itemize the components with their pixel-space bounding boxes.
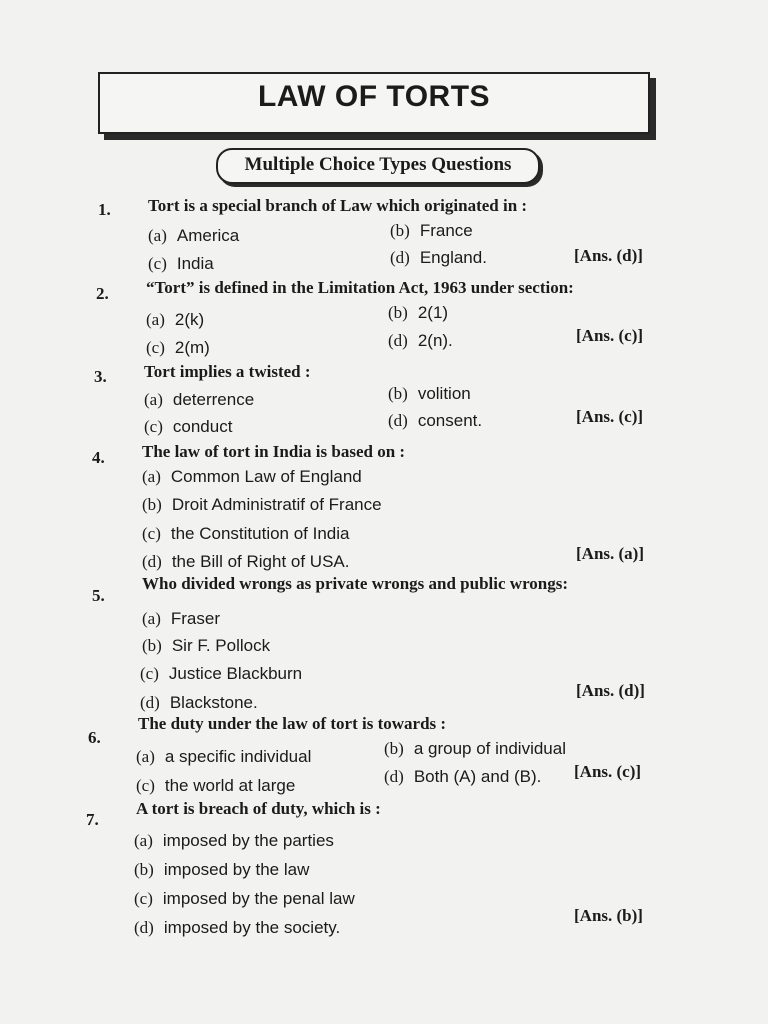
option-label: (c) [136, 776, 155, 795]
option-label: (c) [142, 524, 161, 543]
option-label: (d) [142, 552, 162, 571]
subtitle-box [216, 148, 540, 184]
option-label: (b) [388, 384, 408, 403]
question-number: 5. [92, 586, 105, 605]
option-label: (d) [388, 411, 408, 430]
option [142, 524, 350, 544]
option [146, 310, 204, 330]
answer-key: [Ans. (c)] [574, 762, 642, 781]
option-label: (b) [388, 303, 408, 322]
option-text: imposed by the parties [162, 831, 334, 850]
option-label: (c) [146, 338, 165, 357]
option [134, 889, 355, 909]
option-text: a specific individual [164, 747, 312, 766]
option-text: a group of individual [413, 739, 566, 758]
option-text: 2(1) [417, 303, 449, 322]
option [388, 384, 471, 404]
option-label: (c) [148, 254, 167, 273]
option [142, 636, 270, 656]
section-subtitle: Multiple Choice Types Questions [244, 154, 512, 175]
question-text: Tort is a special branch of Law which originated in : [148, 196, 528, 215]
answer-key: [Ans. (c)] [576, 326, 644, 345]
option [148, 254, 214, 274]
option [388, 411, 482, 431]
option-text: Common Law of England [170, 467, 362, 486]
question-number: 3. [94, 367, 107, 386]
option-label: (c) [144, 417, 163, 436]
option-label: (b) [384, 739, 404, 758]
option-label: (d) [384, 767, 404, 786]
option [384, 739, 566, 759]
option-text: Blackstone. [169, 693, 258, 712]
option [390, 221, 473, 241]
option-label: (a) [136, 747, 155, 766]
question-text: The duty under the law of tort is towards : [138, 714, 447, 733]
option [134, 831, 334, 851]
option [134, 918, 340, 938]
option-label: (a) [148, 226, 167, 245]
option-text: England. [419, 248, 487, 267]
option-label: (a) [144, 390, 163, 409]
option-label: (c) [134, 889, 153, 908]
option-text: the world at large [164, 776, 296, 795]
option-text: imposed by the society. [163, 918, 341, 937]
option [136, 747, 311, 767]
answer-key: [Ans. (a)] [576, 544, 644, 563]
option-text: India [176, 254, 214, 273]
question-number: 2. [96, 284, 109, 303]
question-text: A tort is breach of duty, which is : [136, 799, 381, 818]
option-text: Justice Blackburn [168, 664, 303, 683]
option-text: 2(k) [174, 310, 205, 329]
answer-key: [Ans. (d)] [574, 246, 643, 265]
question-text: The law of tort in India is based on : [142, 442, 406, 461]
option [144, 390, 254, 410]
answer-key: [Ans. (b)] [574, 906, 643, 925]
option-label: (b) [142, 636, 162, 655]
option [136, 776, 295, 796]
option [144, 417, 232, 437]
question-text: Who divided wrongs as private wrongs and public wrongs: [142, 574, 569, 593]
question-number: 7. [86, 810, 99, 829]
question-text: “Tort” is defined in the Limitation Act, 1963 under section: [146, 278, 574, 297]
option-text: France [419, 221, 473, 240]
option [146, 338, 210, 358]
option-label: (b) [134, 860, 154, 879]
option-text: volition [417, 384, 471, 403]
question-number: 4. [92, 448, 105, 467]
option-label: (b) [142, 495, 162, 514]
option [142, 609, 220, 629]
option [384, 767, 541, 787]
page-title: LAW OF TORTS [257, 80, 491, 113]
option-label: (d) [134, 918, 154, 937]
option-text: America [176, 226, 240, 245]
option-text: consent. [417, 411, 483, 430]
option-text: Droit Administratif of France [171, 495, 382, 514]
option-text: 2(m) [174, 338, 210, 357]
option-label: (a) [142, 467, 161, 486]
option-text: the Constitution of India [170, 524, 350, 543]
option [134, 860, 309, 880]
option-label: (a) [142, 609, 161, 628]
option-text: the Bill of Right of USA. [171, 552, 350, 571]
option [388, 331, 453, 351]
option-label: (d) [390, 248, 410, 267]
option-label: (d) [388, 331, 408, 350]
option-label: (d) [140, 693, 160, 712]
option [142, 467, 362, 487]
answer-key: [Ans. (d)] [576, 681, 645, 700]
option-text: imposed by the law [163, 860, 310, 879]
option [140, 664, 302, 684]
option-label: (a) [146, 310, 165, 329]
question-number: 1. [98, 200, 111, 219]
option [148, 226, 239, 246]
question-text: Tort implies a twisted : [144, 362, 311, 381]
option [140, 693, 258, 713]
option-text: deterrence [172, 390, 255, 409]
option-text: 2(n). [417, 331, 453, 350]
option [390, 248, 487, 268]
option-label: (c) [140, 664, 159, 683]
option [142, 495, 382, 515]
option-text: Both (A) and (B). [413, 767, 542, 786]
option-label: (b) [390, 221, 410, 240]
option-text: Fraser [170, 609, 220, 628]
option-label: (a) [134, 831, 153, 850]
option [142, 552, 349, 572]
option-text: imposed by the penal law [162, 889, 355, 908]
option-text: Sir F. Pollock [171, 636, 271, 655]
answer-key: [Ans. (c)] [576, 407, 644, 426]
option-text: conduct [172, 417, 233, 436]
option [388, 303, 448, 323]
title-box [98, 72, 650, 134]
question-number: 6. [88, 728, 101, 747]
